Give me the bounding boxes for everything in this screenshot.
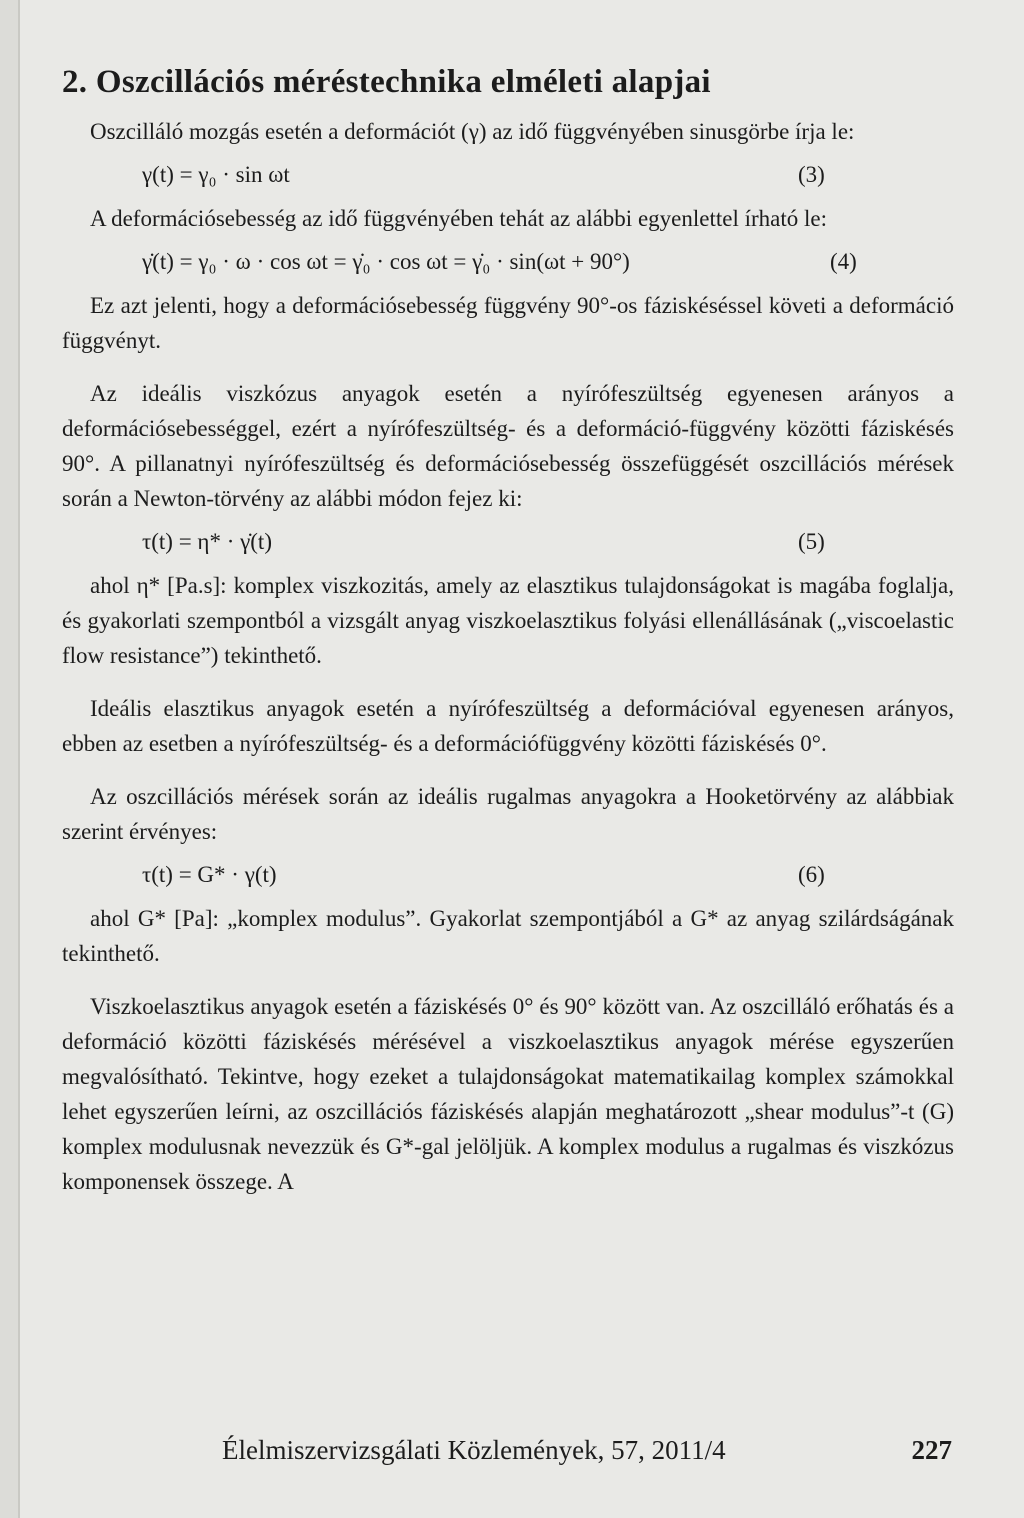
equation-4 <box>62 238 954 286</box>
paragraph: ahol G* [Pa]: „komplex modulus”. Gyakorlat szempontjából a G* az anyag szilárdságának tekinthető. <box>62 906 954 966</box>
section-heading: 2. Oszcillációs méréstechnika elméleti alapjai <box>62 64 711 100</box>
equation-5 <box>62 518 954 566</box>
paragraph: Viszkoelasztikus anyagok esetén a fáziskésés 0° és 90° között van. Az oszcilláló erőhatás és a deformáció közötti fáziskésés mérésével a viszkoelasztikus anyagok mérése egyszerűen megvalósítható. Tekintve, hogy ezeket a tulajdonságokat matematikailag komplex számokkal lehet egyszerűen leírni, az oszcillációs fáziskésés alapján meghatározott „shear modulus”-t (G) komplex modulusnak nevezzük és G*-gal jelöljük. A komplex modulus a rugalmas és viszkózus komponensek összege. A <box>62 994 954 1194</box>
page-footer <box>222 1430 952 1470</box>
equation-formula: τ(t) = η* · γ̇(t) <box>142 529 272 554</box>
equation-formula: γ(t) = γ₀ · sin ωt <box>142 162 290 187</box>
journal-citation: Élelmiszervizsgálati Közlemények, 57, 2011/4 <box>222 1435 726 1465</box>
paragraph: A deformációsebesség az idő függvényében tehát az alábbi egyenlettel írható le: <box>90 206 827 231</box>
equation-number: (5) <box>798 529 825 554</box>
equation-number: (3) <box>798 162 825 187</box>
equation-formula: τ(t) = G* · γ(t) <box>142 862 277 887</box>
article-body <box>62 60 954 1199</box>
equation-number: (6) <box>798 862 825 887</box>
page <box>18 0 1024 1518</box>
paragraph: Ideális elasztikus anyagok esetén a nyírófeszültség a deformációval egyenesen arányos, ebben az esetben a nyírófeszültség- és a deformációfüggvény közötti fáziskésés 0°. <box>62 696 954 756</box>
equation-formula: γ̇(t) = γ₀ · ω · cos ωt = γ̇₀ · cos ωt = γ̇₀ · sin(ωt + 90°) <box>142 249 630 274</box>
paragraph: Az ideális viszkózus anyagok esetén a nyírófeszültség egyenesen arányos a deformációsebességgel, ezért a nyírófeszültség- és a deformáció-függvény közötti fáziskésés 90°. A pillanatnyi nyírófeszültség és deformációsebesség összefüggését oszcillációs mérések során a Newton-törvény az alábbi módon fejez ki: <box>62 381 954 511</box>
equation-number: (4) <box>830 249 857 274</box>
paragraph: Az oszcillációs mérések során az ideális rugalmas anyagokra a Hooketörvény az alábbiak szerint érvényes: <box>62 784 954 844</box>
paragraph: Oszcilláló mozgás esetén a deformációt (γ) az idő függvényében sinusgörbe írja le: <box>90 119 855 144</box>
equation-3 <box>62 151 954 199</box>
paragraph: Ez azt jelenti, hogy a deformációsebesség függvény 90°-os fáziskéséssel követi a deformáció függvényt. <box>62 293 954 353</box>
paragraph: ahol η* [Pa.s]: komplex viszkozitás, amely az elasztikus tulajdonságokat is magába foglalja, és gyakorlati szempontból a vizsgált anyag viszkoelasztikus folyási ellenállásának („viscoelastic flow resistance”) tekinthető. <box>62 573 954 668</box>
equation-6 <box>62 851 954 899</box>
page-number: 227 <box>911 1435 952 1465</box>
